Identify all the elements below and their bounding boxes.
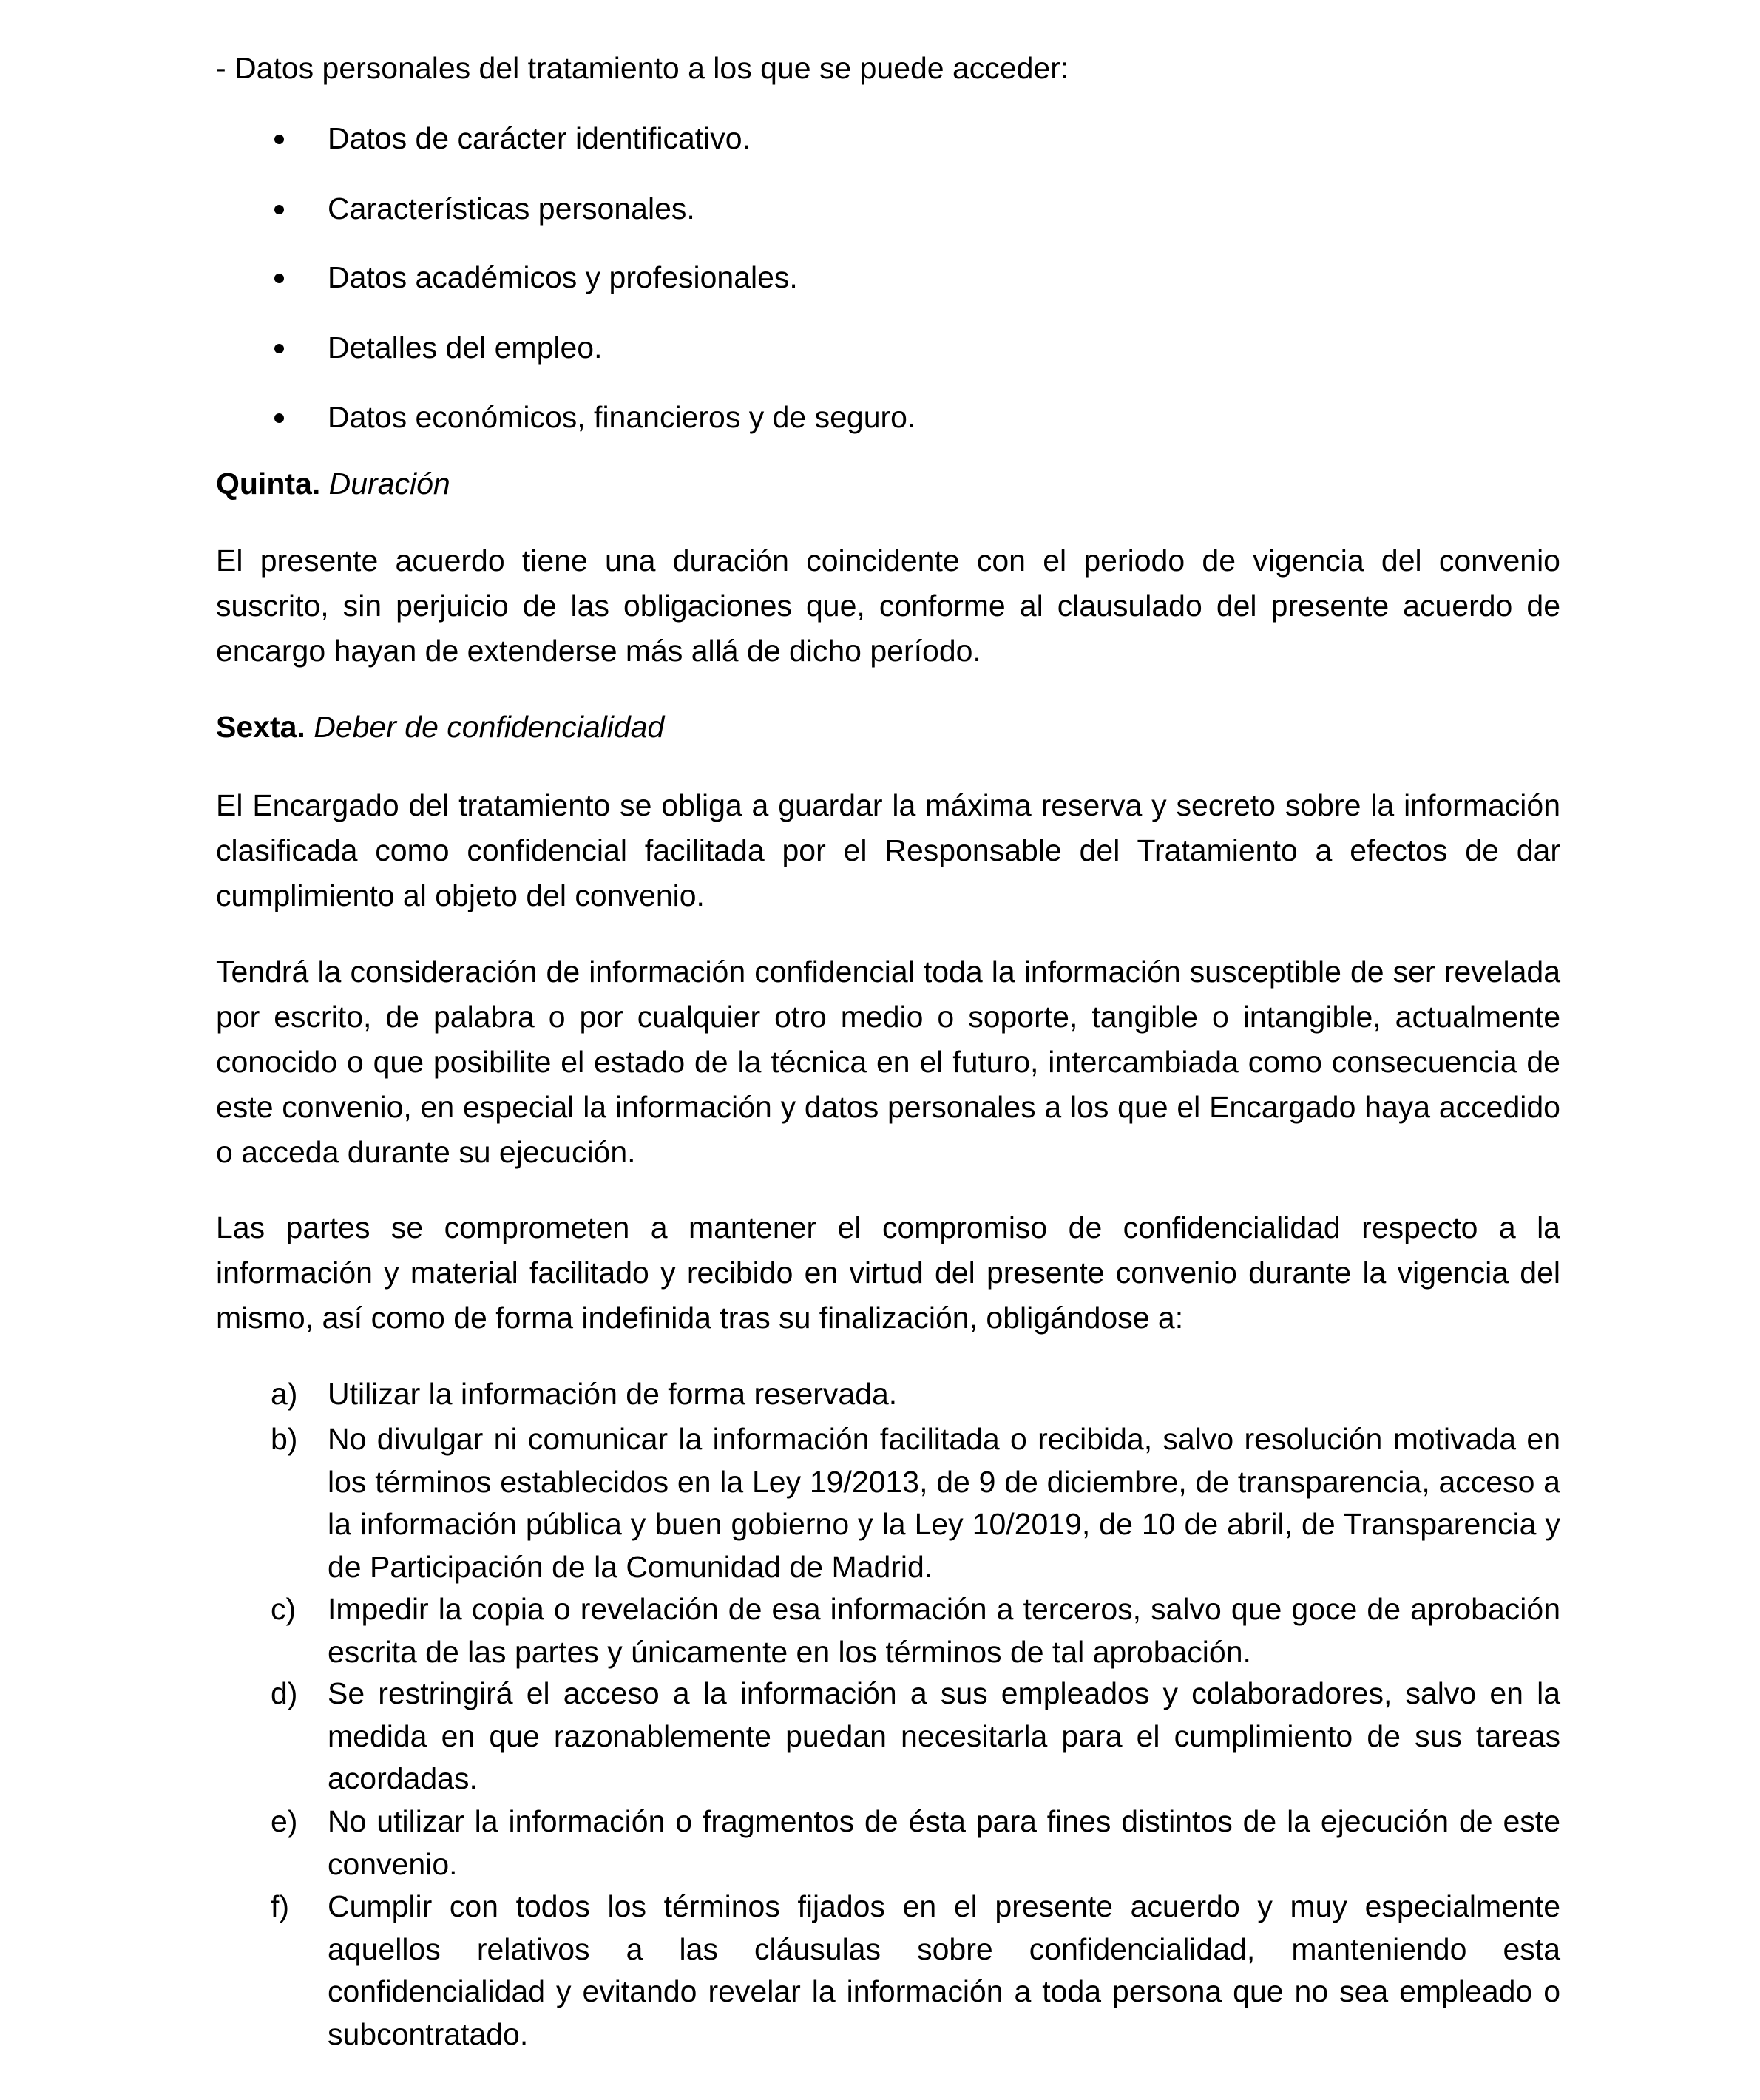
bullet-icon (274, 413, 284, 423)
list-item (271, 1588, 1560, 1673)
bullet-icon (274, 344, 284, 353)
bullet-icon (274, 135, 284, 144)
item-label: c) (271, 1592, 297, 1626)
list-item (271, 1886, 1560, 2056)
item-text: Cumplir con todos los términos fijados en el presente acuerdo y muy especialmente aquellos relativos a las cláusulas sobre confidencialidad, manteniendo esta confidencialidad y evitando revelar la información a toda persona que no sea empleado o subcontratado. (328, 1889, 1560, 2051)
item-text: Impedir la copia o revelación de esa información a terceros, salvo que goce de aprobación escrita de las partes y únicamente en los términos de tal aprobación. (328, 1592, 1560, 1669)
item-label: d) (271, 1676, 298, 1710)
item-label: a) (271, 1377, 298, 1411)
bullet-icon (274, 205, 284, 214)
paragraph: Tendrá la consideración de información confidencial toda la información susceptible de ser revelada por escrito, de palabra o por cualquier otro medio o soporte, tangible o intangible, actualmente conocido o que posibilite el estado de la técnica en el futuro, intercambiada como consecuencia de este convenio, en especial la información y datos personales a los que el Encargado haya accedido o acceda durante su ejecución. (216, 955, 1560, 1169)
bullet-text: Datos económicos, financieros y de seguro. (328, 400, 916, 434)
section-heading-sexta (216, 705, 1560, 750)
paragraph: El Encargado del tratamiento se obliga a guardar la máxima reserva y secreto sobre la información clasificada como confidencial facilitada por el Responsable del Tratamiento a efectos de dar cumplimiento al objeto del convenio. (216, 788, 1560, 912)
section-title: Deber de confidencialidad (314, 710, 665, 744)
bullet-text: Detalles del empleo. (328, 331, 603, 365)
list-item (271, 1801, 1560, 1886)
item-text: No utilizar la información o fragmentos de ésta para fines distintos de la ejecución de este convenio. (328, 1804, 1560, 1881)
item-label: b) (271, 1422, 298, 1456)
list-item (271, 1673, 1560, 1801)
list-item (271, 1373, 1560, 1416)
list-item (328, 325, 602, 370)
item-text: Se restringirá el acceso a la información a sus empleados y colaboradores, salvo en la medida en que razonablemente puedan necesitarla para el cumplimiento de sus tareas acordadas. (328, 1676, 1560, 1795)
bullet-text: Datos académicos y profesionales. (328, 260, 798, 294)
item-text: No divulgar ni comunicar la información facilitada o recibida, salvo resolución motivada en los términos establecidos en la Ley 19/2013, de 9 de diciembre, de transparencia, acceso a la información pública y buen gobierno y la Ley 10/2019, de 10 de abril, de Transparencia y de Participación de la Comunidad de Madrid. (328, 1422, 1560, 1584)
bullet-text: Datos de carácter identificativo. (328, 121, 751, 155)
intro-line: - Datos personales del tratamiento a los que se puede acceder: (216, 51, 1069, 85)
paragraph: Las partes se comprometen a mantener el compromiso de confidencialidad respecto a la información y material facilitado y recibido en virtud del presente convenio durante la vigencia del mismo, así como de forma indefinida tras su finalización, obligándose a: (216, 1210, 1560, 1335)
section-label: Sexta. (216, 710, 305, 744)
section-title: Duración (328, 467, 450, 501)
paragraph: El presente acuerdo tiene una duración coincidente con el periodo de vigencia del convenio suscrito, sin perjuicio de las obligaciones que, conforme al clausulado del presente acuerdo de encargo hayan de extenderse más allá de dicho período. (216, 543, 1560, 668)
section-label: Quinta. (216, 467, 321, 501)
list-item (328, 255, 798, 300)
list-item (328, 116, 751, 161)
list-item (271, 1418, 1560, 1588)
section-heading-quinta (216, 461, 1560, 507)
bullet-text: Características personales. (328, 192, 695, 226)
list-item (328, 186, 695, 231)
item-text: Utilizar la información de forma reservada. (328, 1377, 898, 1411)
list-item (328, 395, 915, 440)
item-label: f) (271, 1889, 290, 1923)
item-label: e) (271, 1804, 298, 1838)
bullet-icon (274, 274, 284, 283)
